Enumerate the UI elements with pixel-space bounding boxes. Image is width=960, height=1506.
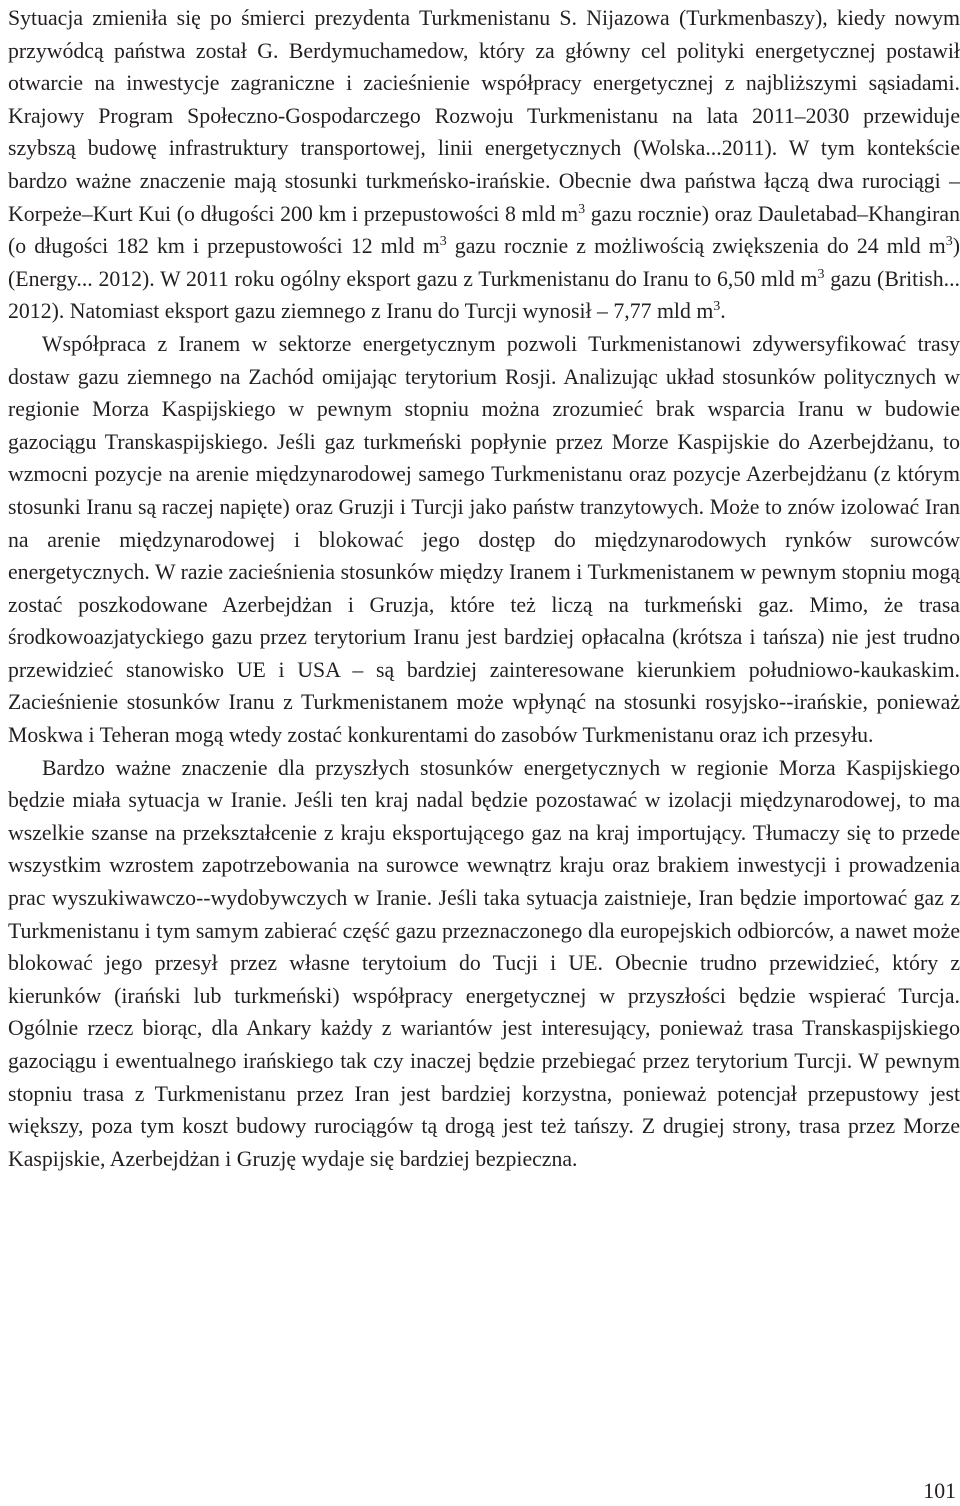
superscript: 3 — [439, 234, 447, 250]
superscript: 3 — [817, 266, 825, 282]
text-segment: gazu rocznie z możliwością zwiększenia do 24 mld m — [446, 234, 946, 259]
text-segment: Bardzo ważne znaczenie dla przyszłych stosunków energetycznych w regionie Morza Kaspijskiego będzie miała sytuacja w Iranie. Jeśli ten kraj nadal będzie pozostawać w izolacji międzynarodowej, to ma wszelkie szanse na przekształcenie z kraju eksportującego gaz na kraj importujący. Tłumaczy się to przede wszystkim wzrostem zapotrzebowania na surowce wewnątrz kraju oraz brakiem inwestycji i prowadzenia prac wyszukiwawczo--wydobywczych w Iranie. Jeśli taka sytuacja zaistnieje, Iran będzie importować gaz z Turkmenistanu i tym samym zabierać część gazu przeznaczonego dla europejskich odbiorców, a nawet może blokować jego przesył przez własne terytoium do Tucji i UE. Obecnie trudno przewidzieć, który z kierunków (irański lub turkmeński) współpracy energetycznej w przyszłości będzie wspierać Turcja. Ogólnie rzecz biorąc, dla Ankary każdy z wariantów jest interesujący, ponieważ trasa Transkaspijskiego gazociągu i ewentualnego irańskiego tak czy inaczej będzie przebiegać przez terytorium Turcji. W pewnym stopniu trasa z Turkmenistanu przez Iran jest bardziej korzystna, ponieważ potencjał przepustowy jest większy, poza tym koszt budowy rurociągów tą drogą jest też tańszy. Z drugiej strony, trasa przez Morze Kaspijskie, Azerbejdżan i Gruzję wydaje się bardziej bezpieczna. — [8, 755, 960, 1171]
page-body — [8, 2, 960, 1175]
page-number: 101 — [923, 1479, 956, 1503]
text-segment: Sytuacja zmieniła się po śmierci prezydenta Turkmenistanu S. Nijazowa (Turkmenbaszy), kiedy nowym przywódcą państwa został G. Berdymuchamedow, który za główny cel polityki energetycznej postawił otwarcie na inwestycje zagraniczne i zacieśnienie współpracy energetycznej z najbliższymi sąsiadami. Krajowy Program Społeczno-Gospodarczego Rozwoju Turkmenistanu na lata 2011–2030 przewiduje szybszą budowę infrastruktury transportowej, linii energetycznych (Wolska...2011). W tym kontekście bardzo ważne znaczenie mają stosunki turkmeńsko-irańskie. Obecnie dwa państwa łączą dwa rurociągi – Korpeże–Kurt Kui (o długości 200 km i przepustowości 8 mld m — [8, 6, 960, 226]
text-segment: Współpraca z Iranem w sektorze energetycznym pozwoli Turkmenistanowi zdywersyfikować trasy dostaw gazu ziemnego na Zachód omijając terytorium Rosji. Analizując układ stosunków politycznych w regionie Morza Kaspijskiego w pewnym stopniu można zrozumieć brak wsparcia Iranu w budowie gazociągu Transkaspijskiego. Jeśli gaz turkmeński popłynie przez Morze Kaspijskie do Azerbejdżanu, to wzmocni pozycje na arenie międzynarodowej samego Turkmenistanu oraz pozycje Azerbejdżanu (z którym stosunki Iranu są raczej napięte) oraz Gruzji i Turcji jako państw tranzytowych. Może to znów izolować Iran na arenie międzynarodowej i blokować jego dostęp do międzynarodowych rynków surowców energetycznych. W razie zacieśnienia stosunków między Iranem i Turkmenistanem w pewnym stopniu mogą zostać poszkodowane Azerbejdżan i Gruzja, które też liczą na turkmeński gaz. Mimo, że trasa środkowoazjatyckiego gazu przez terytorium Iranu jest bardziej opłacalna (krótsza i tańsza) nie jest trudno przewidzieć stanowisko UE i USA – są bardziej zainteresowane kierunkiem południowo-kaukaskim. Zacieśnienie stosunków Iranu z Turkmenistanem może wpłynąć na stosunki rosyjsko--irańskie, ponieważ Moskwa i Teheran mogą wtedy zostać konkurentami do zasobów Turkmenistanu oraz ich przesyłu. — [8, 331, 960, 748]
paragraph-1 — [8, 2, 960, 328]
superscript: 3 — [945, 234, 953, 250]
paragraph-3 — [8, 752, 960, 1176]
paragraph-2 — [8, 328, 960, 752]
text-segment: . — [720, 299, 726, 324]
superscript: 3 — [713, 299, 721, 315]
text-segment: gazu rocznie) oraz Dauletabad–Khangiran (o długości 182 km i przepustowości 12 mld m — [8, 201, 960, 259]
text-segment: ) (Energy... 2012). W 2011 roku ogólny eksport gazu z Turkmenistanu do Iranu to 6,50 mld m — [8, 234, 960, 291]
text-segment: gazu (British... 2012). Natomiast eksport gazu ziemnego z Iranu do Turcji wynosił – 7,77 mld m — [8, 266, 960, 324]
superscript: 3 — [578, 201, 586, 217]
